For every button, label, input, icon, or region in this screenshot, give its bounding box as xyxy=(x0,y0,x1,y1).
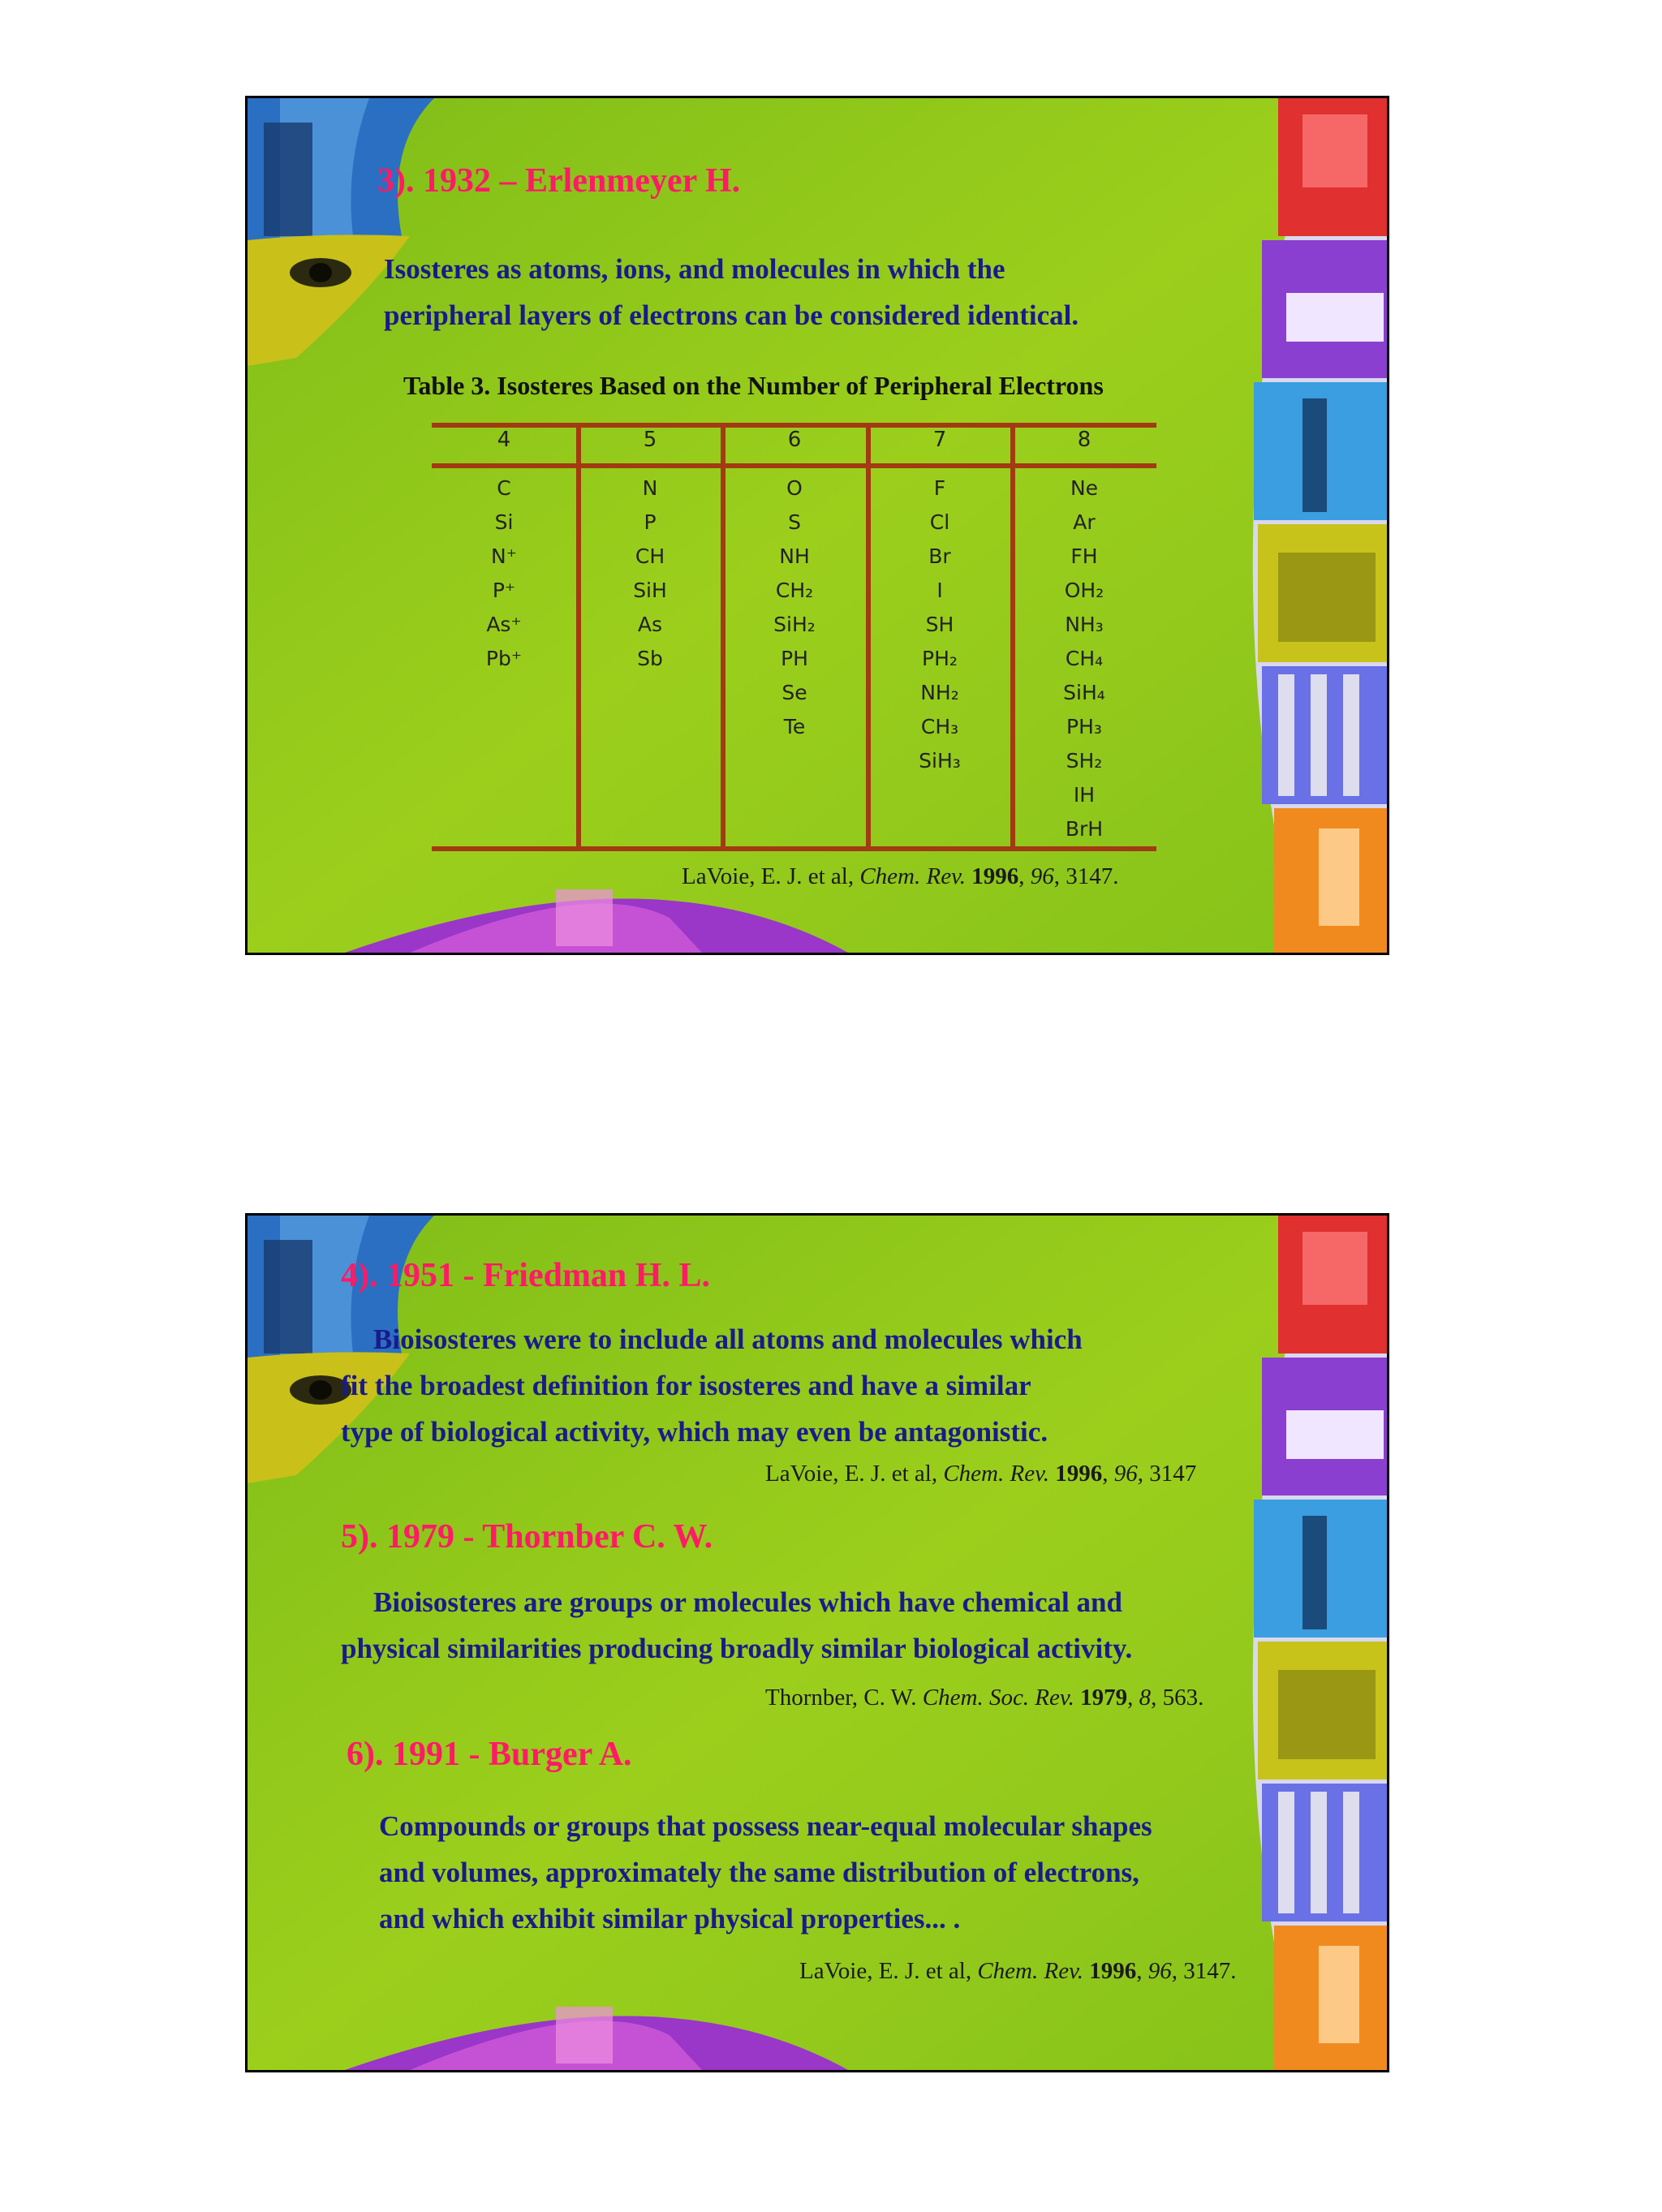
table-cell: Si xyxy=(494,510,514,534)
table-cell: SiH xyxy=(633,579,667,602)
table-cell: Se xyxy=(781,681,807,704)
ref-journal: Chem. Rev. xyxy=(943,1461,1050,1487)
body-line: peripheral layers of electrons can be considered identical. xyxy=(384,299,1079,331)
ref-authors: LaVoie, E. J. et al, xyxy=(682,863,860,889)
table-cell: PH xyxy=(781,647,808,670)
table-cell: PH₃ xyxy=(1066,715,1102,738)
body-line: Compounds or groups that possess near-equal molecular shapes xyxy=(379,1810,1152,1842)
section-5-title: 5). 1979 - Thornber C. W. xyxy=(341,1518,713,1556)
table-cell: O xyxy=(786,476,803,500)
section-6-title: 6). 1991 - Burger A. xyxy=(347,1736,632,1773)
ref-volume: 96 xyxy=(1030,863,1054,889)
table-column-4 xyxy=(432,423,576,853)
ref-pages: , 563. xyxy=(1151,1685,1204,1711)
table-cell: CH xyxy=(635,544,665,568)
table-column-8 xyxy=(1012,423,1156,853)
ref-journal: Chem. Soc. Rev. xyxy=(922,1685,1074,1711)
table-cell: Ne xyxy=(1070,476,1099,500)
slide-1-title: 3). 1932 – Erlenmeyer H. xyxy=(377,162,741,200)
column-header: 4 xyxy=(497,428,511,452)
table-cell: S xyxy=(788,510,801,534)
table-cell: N xyxy=(642,476,658,500)
section-4-body xyxy=(341,1316,1083,1455)
column-header: 6 xyxy=(787,428,802,452)
ref-sep: , xyxy=(1136,1958,1148,1984)
table-cell: Pb⁺ xyxy=(485,647,523,670)
table-cell: SiH₃ xyxy=(919,749,961,772)
section-5-reference xyxy=(765,1685,1203,1711)
ref-sep: , xyxy=(1102,1461,1114,1487)
table-caption: Table 3. Isosteres Based on the Number of Peripheral Electrons xyxy=(403,371,1104,400)
table-cell: SiH₄ xyxy=(1063,681,1105,704)
body-line: fit the broadest definition for isosteres and have a similar xyxy=(341,1370,1031,1401)
ref-pages: , 3147. xyxy=(1171,1958,1237,1984)
table-cell: Cl xyxy=(929,510,950,534)
body-line: Bioisosteres were to include all atoms and molecules which xyxy=(373,1323,1083,1355)
ref-pages: , 3147. xyxy=(1053,863,1119,889)
slide-1 xyxy=(245,96,1389,955)
ref-year: 1996 xyxy=(1089,1958,1137,1984)
table-cell: FH xyxy=(1070,544,1098,568)
slide-1-body xyxy=(384,246,1079,338)
table-cell: F xyxy=(933,476,946,500)
table-cell: As xyxy=(637,613,663,636)
ref-authors: Thornber, C. W. xyxy=(765,1685,923,1711)
table-cell: NH xyxy=(779,544,810,568)
ref-journal: Chem. Rev. xyxy=(859,863,967,889)
table-cell: SH₂ xyxy=(1066,749,1103,772)
table-cell: C xyxy=(497,476,511,500)
ref-year: 1979 xyxy=(1080,1685,1128,1711)
body-line: and which exhibit similar physical properties... . xyxy=(379,1903,961,1934)
section-6-body xyxy=(379,1803,1152,1942)
ref-volume: 8 xyxy=(1139,1685,1152,1711)
ref-volume: 96 xyxy=(1113,1461,1138,1487)
table-cell: P⁺ xyxy=(492,579,516,602)
ref-pages: , 3147 xyxy=(1137,1461,1197,1487)
table-cell: I xyxy=(936,579,943,602)
body-line: type of biological activity, which may even be antagonistic. xyxy=(341,1416,1048,1448)
table-cell: P xyxy=(644,510,657,534)
table-cell: CH₃ xyxy=(920,715,959,738)
table-cell: BrH xyxy=(1065,817,1104,841)
table-cell: SH xyxy=(925,613,954,636)
slide-2 xyxy=(245,1213,1389,2072)
table-column-6 xyxy=(722,423,867,853)
ref-sep: , xyxy=(1018,863,1031,889)
column-header: 7 xyxy=(932,428,947,452)
table-cell: SiH₂ xyxy=(773,613,816,636)
table-cell: As⁺ xyxy=(486,613,522,636)
table-cell: NH₃ xyxy=(1065,613,1104,636)
table-column-7 xyxy=(868,423,1012,853)
table-cell: Sb xyxy=(637,647,663,670)
isostere-table xyxy=(432,423,1156,853)
slide-1-reference xyxy=(682,863,1119,890)
table-cell: N⁺ xyxy=(491,544,517,568)
section-4-title: 4). 1951 - Friedman H. L. xyxy=(341,1257,710,1294)
body-line: and volumes, approximately the same distribution of electrons, xyxy=(379,1857,1139,1888)
ref-journal: Chem. Rev. xyxy=(977,1958,1084,1984)
column-header: 8 xyxy=(1077,428,1091,452)
body-line: Bioisosteres are groups or molecules which have chemical and xyxy=(373,1586,1122,1618)
table-cell: CH₂ xyxy=(775,579,814,602)
table-cell: IH xyxy=(1073,783,1096,807)
table-cell: CH₄ xyxy=(1065,647,1104,670)
table-cell: Br xyxy=(928,544,951,568)
body-line: physical similarities producing broadly similar biological activity. xyxy=(341,1633,1133,1664)
table-cell: NH₂ xyxy=(920,681,959,704)
ref-sep: , xyxy=(1127,1685,1139,1711)
ref-year: 1996 xyxy=(971,863,1019,889)
table-cell: PH₂ xyxy=(922,647,958,670)
ref-year: 1996 xyxy=(1055,1461,1103,1487)
table-column-5 xyxy=(578,423,722,853)
body-line: Isosteres as atoms, ions, and molecules in which the xyxy=(384,253,1005,285)
ref-authors: LaVoie, E. J. et al, xyxy=(765,1461,944,1487)
ref-authors: LaVoie, E. J. et al, xyxy=(799,1958,978,1984)
table-cell: OH₂ xyxy=(1064,579,1104,602)
column-header: 5 xyxy=(643,428,657,452)
section-6-reference xyxy=(799,1958,1237,1985)
section-4-reference xyxy=(765,1461,1196,1487)
table-cell: Te xyxy=(783,715,806,738)
ref-volume: 96 xyxy=(1147,1958,1172,1984)
table-cell: Ar xyxy=(1073,510,1096,534)
section-5-body xyxy=(341,1579,1132,1672)
